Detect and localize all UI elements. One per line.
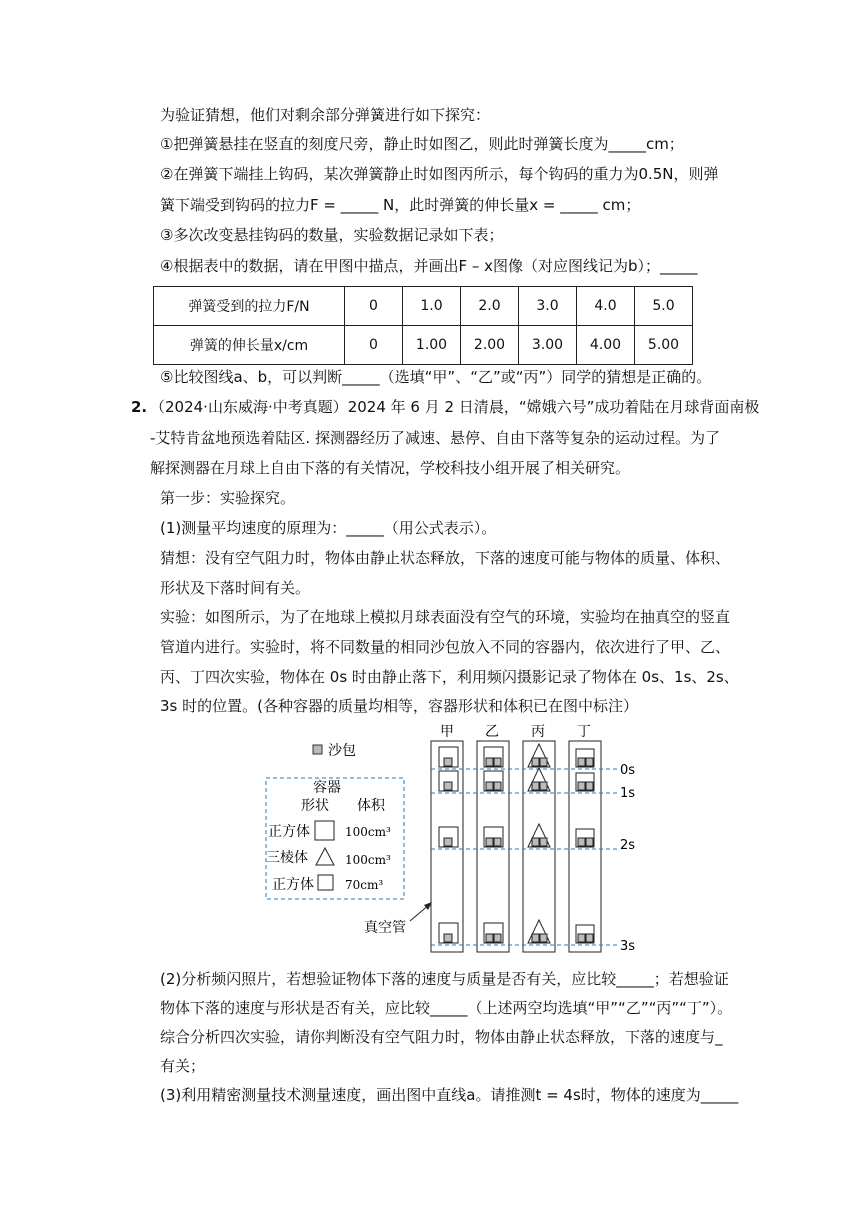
q2-line-2: -艾特肯盆地预选着陆区. 探测器经历了减速、悬停、自由下落等复杂的运动过程。为了 (150, 429, 720, 447)
table-row-label: 弹簧受到的拉力F/N (154, 287, 345, 326)
table-cell: 4.00 (577, 326, 635, 365)
guess-2: 形状及下落时间有关。 (160, 579, 311, 597)
part-2-b: 物体下落的速度与形状是否有关，应比较_____（上述两空均选填“甲”“乙”“丙”“丁”）。 (160, 999, 733, 1017)
table-cell: 2.00 (461, 326, 519, 365)
q2-line-3: 解探测器在月球上自由下落的有关情况，学校科技小组开展了相关研究。 (150, 459, 631, 477)
vacuum-tube (477, 741, 509, 952)
question-number: 2. (131, 398, 148, 416)
small-cube-label: 正方体 (272, 877, 314, 893)
table-cell: 1.00 (403, 326, 461, 365)
experiment-4: 3s 时的位置。(各种容器的质量均相等，容器形状和体积已在图中标注） (160, 697, 638, 715)
tube-label-yi: 乙 (485, 724, 499, 740)
table-cell: 4.0 (577, 287, 635, 326)
cube-shape-icon (315, 821, 334, 840)
q2-line-1: （2024·山东威海·中考真题）2024 年 6 月 2 日清晨，“嫦娥六号”成功着陆在月球背面南极 (150, 398, 760, 416)
sandbag-legend-icon (313, 745, 322, 754)
table-row (154, 287, 693, 326)
tube-label-jia: 甲 (440, 724, 454, 740)
intro-text: 为验证猜想，他们对剩余部分弹簧进行如下探究： (160, 106, 491, 124)
vacuum-tube (431, 741, 463, 952)
small-cube-volume: 70cm³ (345, 878, 384, 892)
time-label-0s: 0s (620, 763, 636, 778)
step-2-a: ②在弹簧下端挂上钩码，某次弹簧静止时如图丙所示，每个钩码的重力为0.5N，则弹 (160, 165, 719, 183)
table-cell: 5.00 (635, 326, 693, 365)
part-2-d: 有关； (160, 1057, 206, 1075)
step-3: ③多次改变悬挂钩码的数量，实验数据记录如下表； (160, 226, 504, 244)
small-cube-with-2-bags (576, 749, 594, 943)
table-cell: 5.0 (635, 287, 693, 326)
vacuum-tube (523, 741, 555, 952)
step-4: ④根据表中的数据，请在甲图中描点，并画出F – x图像（对应图线记为b）；_____ (160, 257, 698, 275)
experiment-3: 丙、丁四次实验，物体在 0s 时由静止落下，利用频闪摄影记录了物体在 0s、1s、2s、 (160, 668, 739, 686)
table-cell: 0 (345, 287, 403, 326)
volume-header: 体积 (357, 798, 385, 814)
step-5: ⑤比较图线a、b，可以判断_____（选填“甲”、“乙”或“丙”）同学的猜想是正确的。 (160, 368, 712, 386)
table-cell: 0 (345, 326, 403, 365)
arrowhead-icon (424, 902, 432, 910)
tube-label-ding: 丁 (577, 724, 591, 740)
triangle-shape-icon (316, 848, 334, 865)
prism-label: 三棱体 (266, 850, 308, 866)
data-table (153, 286, 693, 365)
prism-with-2-bags (528, 744, 550, 943)
shape-header: 形状 (301, 798, 329, 814)
part-3: (3)利用精密测量技术测量速度，画出图中直线a。请推测t = 4s时，物体的速度为_____ (160, 1086, 739, 1104)
small-cube-shape-icon (318, 875, 333, 890)
step-1: ①把弹簧悬挂在竖直的刻度尺旁，静止时如图乙，则此时弹簧长度为_____cm； (160, 135, 684, 153)
table-cell: 3.0 (519, 287, 577, 326)
cube-volume: 100cm³ (345, 825, 391, 839)
part-2-a: (2)分析频闪照片，若想验证物体下落的速度与质量是否有关，应比较_____；若想验证 (160, 970, 729, 988)
container-title: 容器 (313, 780, 341, 796)
cube-with-2-bags (484, 747, 503, 943)
vacuum-tube-label: 真空管 (364, 920, 406, 936)
table-row-label: 弹簧的伸长量x/cm (154, 326, 345, 365)
table-cell: 2.0 (461, 287, 519, 326)
part-2-c: 综合分析四次实验，请你判断没有空气阻力时，物体由静止状态释放，下落的速度与_ (160, 1028, 723, 1046)
container-legend-box (266, 778, 404, 899)
arrow-icon (410, 904, 430, 921)
experiment-1: 实验：如图所示，为了在地球上模拟月球表面没有空气的环境，实验均在抽真空的竖直 (160, 608, 731, 626)
table-cell: 3.00 (519, 326, 577, 365)
time-label-2s: 2s (620, 838, 636, 853)
table-cell: 1.0 (403, 287, 461, 326)
step-heading: 第一步：实验探究。 (160, 489, 296, 507)
table-row (154, 326, 693, 365)
tube-label-bing: 丙 (531, 724, 545, 740)
guess-1: 猜想：没有空气阻力时，物体由静止状态释放，下落的速度可能与物体的质量、体积、 (160, 549, 731, 567)
part-1: (1)测量平均速度的原理为：_____（用公式表示）。 (160, 519, 497, 537)
step-2-b: 簧下端受到钩码的拉力F = _____ N，此时弹簧的伸长量x = _____ cm； (160, 196, 641, 214)
sandbag-legend-label: 沙包 (328, 743, 356, 759)
vacuum-tube (569, 741, 601, 952)
time-label-3s: 3s (620, 939, 636, 954)
prism-volume: 100cm³ (345, 853, 391, 867)
cube-with-1-bag (439, 747, 458, 943)
time-label-1s: 1s (620, 786, 636, 801)
cube-label: 正方体 (268, 824, 310, 840)
experiment-2: 管道内进行。实验时，将不同数量的相同沙包放入不同的容器内，依次进行了甲、乙、 (160, 638, 731, 656)
